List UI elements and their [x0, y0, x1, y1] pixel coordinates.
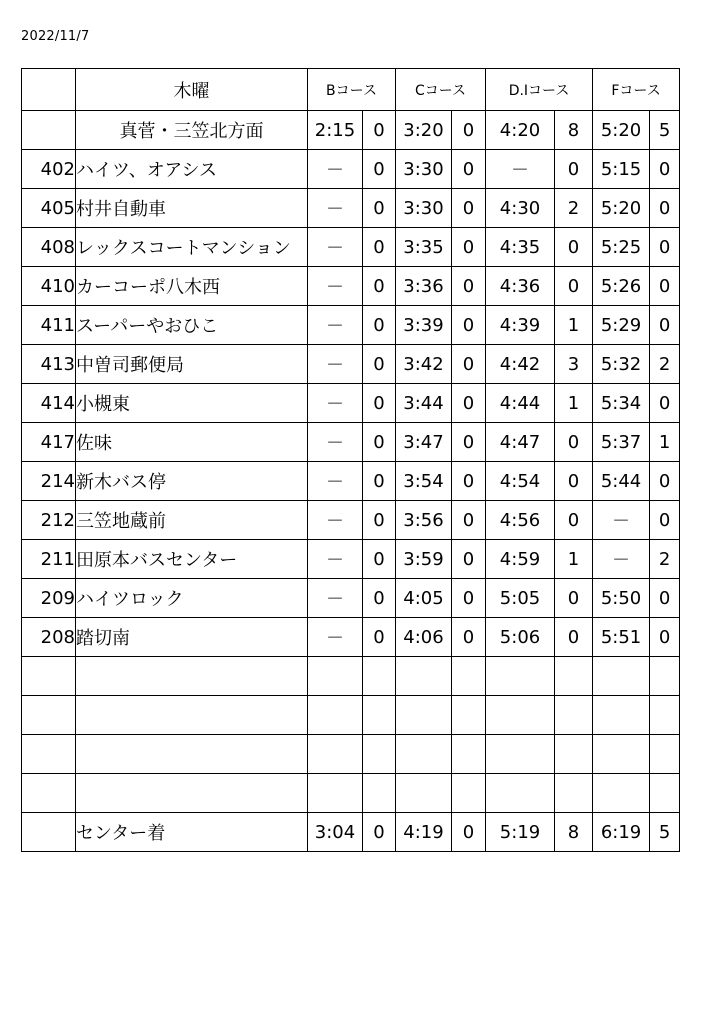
time-cell: 3:42 [396, 345, 452, 384]
count-cell: 0 [650, 189, 680, 228]
count-cell: 0 [363, 423, 396, 462]
header-row [22, 69, 680, 111]
time-cell: 5:37 [593, 423, 650, 462]
stop-name [76, 696, 308, 735]
stop-code [22, 696, 76, 735]
time-cell: － [593, 540, 650, 579]
count-cell [650, 657, 680, 696]
stop-row [22, 267, 680, 306]
count-cell [452, 774, 486, 813]
time-cell: 3:20 [396, 111, 452, 150]
time-cell: 4:06 [396, 618, 452, 657]
time-cell: 3:36 [396, 267, 452, 306]
count-cell: 0 [555, 228, 593, 267]
stop-name [76, 657, 308, 696]
course-di-header: D.Iコース [486, 69, 593, 111]
time-cell: － [308, 150, 363, 189]
count-cell: 8 [555, 111, 593, 150]
direction-blank-cell [22, 111, 76, 150]
stop-name [76, 774, 308, 813]
stop-name: 中曽司郵便局 [76, 345, 308, 384]
count-cell: 0 [452, 423, 486, 462]
count-cell [555, 657, 593, 696]
count-cell: 0 [452, 306, 486, 345]
time-cell: 3:30 [396, 189, 452, 228]
time-cell [396, 657, 452, 696]
time-cell: － [308, 189, 363, 228]
time-cell: 3:35 [396, 228, 452, 267]
time-cell: 4:05 [396, 579, 452, 618]
time-cell: 5:25 [593, 228, 650, 267]
time-cell: 4:20 [486, 111, 555, 150]
count-cell: 2 [555, 189, 593, 228]
count-cell [650, 774, 680, 813]
stop-name: ハイツ、オアシス [76, 150, 308, 189]
count-cell: 0 [650, 462, 680, 501]
time-cell [486, 657, 555, 696]
time-cell: 5:20 [593, 111, 650, 150]
stop-row [22, 384, 680, 423]
stop-name: 田原本バスセンター [76, 540, 308, 579]
stop-name: 三笠地蔵前 [76, 501, 308, 540]
direction-label: 真菅・三笠北方面 [76, 111, 308, 150]
time-cell [593, 774, 650, 813]
time-cell: － [308, 579, 363, 618]
count-cell: 0 [650, 501, 680, 540]
count-cell [363, 774, 396, 813]
direction-row [22, 111, 680, 150]
time-cell: 3:54 [396, 462, 452, 501]
time-cell [486, 735, 555, 774]
time-cell: 5:29 [593, 306, 650, 345]
count-cell: 0 [452, 111, 486, 150]
count-cell: 0 [452, 228, 486, 267]
stop-code: 414 [22, 384, 76, 423]
count-cell [363, 696, 396, 735]
stop-row [22, 462, 680, 501]
time-cell [486, 696, 555, 735]
count-cell [555, 696, 593, 735]
course-f-header: Fコース [593, 69, 680, 111]
stop-name: 新木バス停 [76, 462, 308, 501]
document-date: 2022/11/7 [21, 29, 90, 44]
stop-row [22, 228, 680, 267]
time-cell: － [308, 345, 363, 384]
time-cell: 4:44 [486, 384, 555, 423]
count-cell: 5 [650, 813, 680, 852]
course-b-header: Bコース [308, 69, 396, 111]
time-cell: 3:44 [396, 384, 452, 423]
time-cell: 2:15 [308, 111, 363, 150]
stop-code [22, 735, 76, 774]
count-cell: 0 [363, 189, 396, 228]
time-cell: 4:59 [486, 540, 555, 579]
time-cell: － [308, 384, 363, 423]
time-cell: － [308, 618, 363, 657]
count-cell: 2 [650, 345, 680, 384]
time-cell [396, 735, 452, 774]
count-cell: 0 [363, 462, 396, 501]
count-cell: 1 [555, 306, 593, 345]
time-cell [593, 735, 650, 774]
arrival-row [22, 813, 680, 852]
time-cell: 5:32 [593, 345, 650, 384]
time-cell: － [308, 540, 363, 579]
stop-code: 417 [22, 423, 76, 462]
stop-name: レックスコートマンション [76, 228, 308, 267]
stop-row [22, 774, 680, 813]
count-cell [452, 735, 486, 774]
stop-row [22, 345, 680, 384]
stop-code: 208 [22, 618, 76, 657]
count-cell: 1 [555, 540, 593, 579]
time-cell: 5:34 [593, 384, 650, 423]
stop-name: カーコーポ八木西 [76, 267, 308, 306]
stop-name: 村井自動車 [76, 189, 308, 228]
stop-code: 209 [22, 579, 76, 618]
count-cell: 0 [650, 150, 680, 189]
count-cell: 0 [363, 267, 396, 306]
time-cell: 4:56 [486, 501, 555, 540]
arrival-label: センター着 [76, 813, 308, 852]
count-cell [363, 657, 396, 696]
time-cell: － [593, 501, 650, 540]
time-cell: 5:15 [593, 150, 650, 189]
count-cell: 0 [452, 267, 486, 306]
bus-schedule-table [21, 68, 680, 852]
stop-row [22, 618, 680, 657]
stop-name: スーパーやおひこ [76, 306, 308, 345]
count-cell: 0 [555, 267, 593, 306]
count-cell: 0 [650, 306, 680, 345]
count-cell: 0 [363, 618, 396, 657]
count-cell: 0 [555, 423, 593, 462]
time-cell [486, 774, 555, 813]
count-cell: 8 [555, 813, 593, 852]
stop-code: 402 [22, 150, 76, 189]
count-cell [555, 735, 593, 774]
stop-code: 214 [22, 462, 76, 501]
count-cell: 0 [452, 540, 486, 579]
time-cell [396, 696, 452, 735]
count-cell [555, 774, 593, 813]
count-cell: 0 [555, 150, 593, 189]
header-blank-cell [22, 69, 76, 111]
time-cell: 4:36 [486, 267, 555, 306]
count-cell [650, 696, 680, 735]
stop-row [22, 501, 680, 540]
time-cell: 3:47 [396, 423, 452, 462]
time-cell: 5:06 [486, 618, 555, 657]
stop-code: 413 [22, 345, 76, 384]
time-cell: － [308, 228, 363, 267]
stop-name: 小槻東 [76, 384, 308, 423]
count-cell: 5 [650, 111, 680, 150]
time-cell: 3:39 [396, 306, 452, 345]
count-cell [363, 735, 396, 774]
count-cell: 0 [363, 150, 396, 189]
time-cell: － [308, 423, 363, 462]
time-cell: 5:05 [486, 579, 555, 618]
time-cell: 4:19 [396, 813, 452, 852]
stop-row [22, 735, 680, 774]
count-cell: 0 [452, 813, 486, 852]
stop-row [22, 423, 680, 462]
count-cell: 0 [363, 579, 396, 618]
stop-code: 408 [22, 228, 76, 267]
time-cell: 5:20 [593, 189, 650, 228]
count-cell: 3 [555, 345, 593, 384]
count-cell: 0 [363, 540, 396, 579]
stop-row [22, 579, 680, 618]
count-cell: 0 [650, 618, 680, 657]
count-cell: 0 [650, 384, 680, 423]
count-cell [452, 696, 486, 735]
count-cell: 0 [650, 579, 680, 618]
stop-code: 405 [22, 189, 76, 228]
stop-row [22, 306, 680, 345]
count-cell: 0 [555, 618, 593, 657]
time-cell [593, 657, 650, 696]
time-cell: － [308, 462, 363, 501]
time-cell: － [308, 306, 363, 345]
count-cell: 0 [452, 462, 486, 501]
time-cell: － [486, 150, 555, 189]
count-cell: 0 [363, 813, 396, 852]
count-cell: 0 [363, 501, 396, 540]
count-cell: 0 [452, 579, 486, 618]
count-cell: 0 [363, 384, 396, 423]
stop-code: 211 [22, 540, 76, 579]
stop-code: 212 [22, 501, 76, 540]
count-cell: 1 [650, 423, 680, 462]
time-cell: 3:59 [396, 540, 452, 579]
time-cell: 4:39 [486, 306, 555, 345]
time-cell: 3:04 [308, 813, 363, 852]
stop-name: ハイツロック [76, 579, 308, 618]
count-cell: 0 [650, 267, 680, 306]
time-cell: 5:51 [593, 618, 650, 657]
time-cell: 3:56 [396, 501, 452, 540]
stop-code: 410 [22, 267, 76, 306]
count-cell: 0 [452, 189, 486, 228]
count-cell: 0 [452, 345, 486, 384]
stop-code [22, 774, 76, 813]
stop-row [22, 657, 680, 696]
stop-code: 411 [22, 306, 76, 345]
stop-row [22, 150, 680, 189]
time-cell: 3:30 [396, 150, 452, 189]
count-cell: 0 [452, 618, 486, 657]
time-cell: 5:26 [593, 267, 650, 306]
count-cell: 0 [555, 501, 593, 540]
count-cell: 0 [452, 501, 486, 540]
day-of-week-cell: 木曜 [76, 69, 308, 111]
time-cell: 5:44 [593, 462, 650, 501]
count-cell: 0 [452, 384, 486, 423]
time-cell: 4:35 [486, 228, 555, 267]
course-c-header: Cコース [396, 69, 486, 111]
time-cell: 4:54 [486, 462, 555, 501]
count-cell: 1 [555, 384, 593, 423]
stop-row [22, 189, 680, 228]
time-cell: － [308, 267, 363, 306]
time-cell: 5:50 [593, 579, 650, 618]
time-cell: 5:19 [486, 813, 555, 852]
time-cell: 6:19 [593, 813, 650, 852]
time-cell: 4:47 [486, 423, 555, 462]
count-cell: 0 [363, 345, 396, 384]
time-cell [308, 657, 363, 696]
count-cell: 0 [452, 150, 486, 189]
time-cell [308, 696, 363, 735]
time-cell: － [308, 501, 363, 540]
stop-name [76, 735, 308, 774]
time-cell [396, 774, 452, 813]
count-cell: 2 [650, 540, 680, 579]
count-cell: 0 [555, 462, 593, 501]
stop-code [22, 657, 76, 696]
time-cell [308, 735, 363, 774]
time-cell [308, 774, 363, 813]
stop-row [22, 696, 680, 735]
time-cell [593, 696, 650, 735]
count-cell: 0 [363, 111, 396, 150]
arrival-blank-cell [22, 813, 76, 852]
stop-row [22, 540, 680, 579]
time-cell: 4:30 [486, 189, 555, 228]
time-cell: 4:42 [486, 345, 555, 384]
count-cell: 0 [555, 579, 593, 618]
count-cell: 0 [363, 228, 396, 267]
stop-name: 踏切南 [76, 618, 308, 657]
count-cell [452, 657, 486, 696]
count-cell: 0 [363, 306, 396, 345]
stop-name: 佐味 [76, 423, 308, 462]
count-cell: 0 [650, 228, 680, 267]
count-cell [650, 735, 680, 774]
